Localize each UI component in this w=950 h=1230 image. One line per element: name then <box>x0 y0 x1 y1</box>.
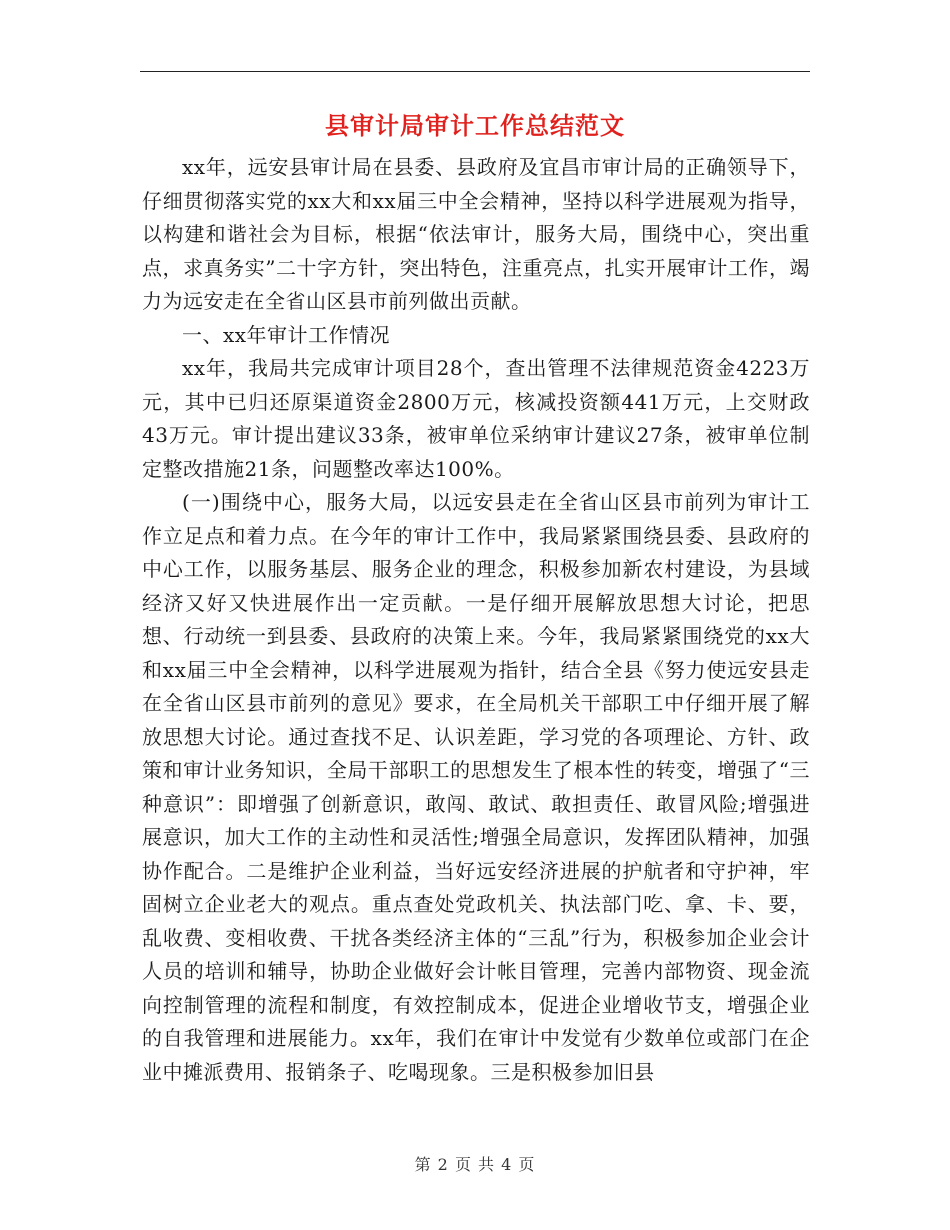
page-number: 第 2 页 共 4 页 <box>414 1155 536 1174</box>
document-title: 县审计局审计工作总结范文 <box>325 111 625 140</box>
document-body <box>142 151 810 1089</box>
summary-paragraph: xx年，我局共完成审计项目28个，查出管理不法律规范资金4223万元，其中已归还原渠道资金2800万元，核减投资额441万元，上交财政43万元。审计提出建议33条，被审单位采纳审计建议27条，被审单位制定整改措施21条，问题整改率达100%。 <box>142 356 810 481</box>
intro-paragraph: xx年，远安县审计局在县委、县政府及宜昌市审计局的正确领导下，仔细贯彻落实党的xx大和xx届三中全会精神，坚持以科学进展观为指导，以构建和谐社会为目标，根据“依法审计，服务大局，围绕中心，突出重点，求真务实”二十字方针，突出特色，注重亮点，扎实开展审计工作，竭力为远安走在全省山区县市前列做出贡献。 <box>142 155 810 313</box>
header-rule <box>140 71 810 72</box>
detail-paragraph: (一)围绕中心，服务大局，以远安县走在全省山区县市前列为审计工作立足点和着力点。在今年的审计工作中，我局紧紧围绕县委、县政府的中心工作，以服务基层、服务企业的理念，积极参加新农村建设，为县域经济又好又快进展作出一定贡献。一是仔细开展解放思想大讨论，把思想、行动统一到县委、县政府的决策上来。今年，我局紧紧围绕党的xx大和xx届三中全会精神，以科学进展观为指针，结合全县《努力使远安县走在全省山区县市前列的意见》要求，在全局机关干部职工中仔细开展了解放思想大讨论。通过查找不足、认识差距，学习党的各项理论、方针、政策和审计业务知识，全局干部职工的思想发生了根本性的转变，增强了“三种意识”：即增强了创新意识，敢闯、敢试、敢担责任、敢冒风险;增强进展意识，加大工作的主动性和灵活性;增强全局意识，发挥团队精神，加强协作配合。二是维护企业利益，当好远安经济进展的护航者和守护神，牢固树立企业老大的观点。重点查处党政机关、执法部门吃、拿、卡、要，乱收费、变相收费、干扰各类经济主体的“三乱”行为，积极参加企业会计人员的培训和辅导，协助企业做好会计帐目管理，完善内部物资、现金流向控制管理的流程和制度，有效控制成本，促进企业增收节支，增强企业的自我管理和进展能力。xx年，我们在审计中发觉有少数单位或部门在企业中摊派费用、报销条子、吃喝现象。三是积极参加旧县 <box>142 490 810 1084</box>
section-heading: 一、xx年审计工作情况 <box>182 322 391 347</box>
